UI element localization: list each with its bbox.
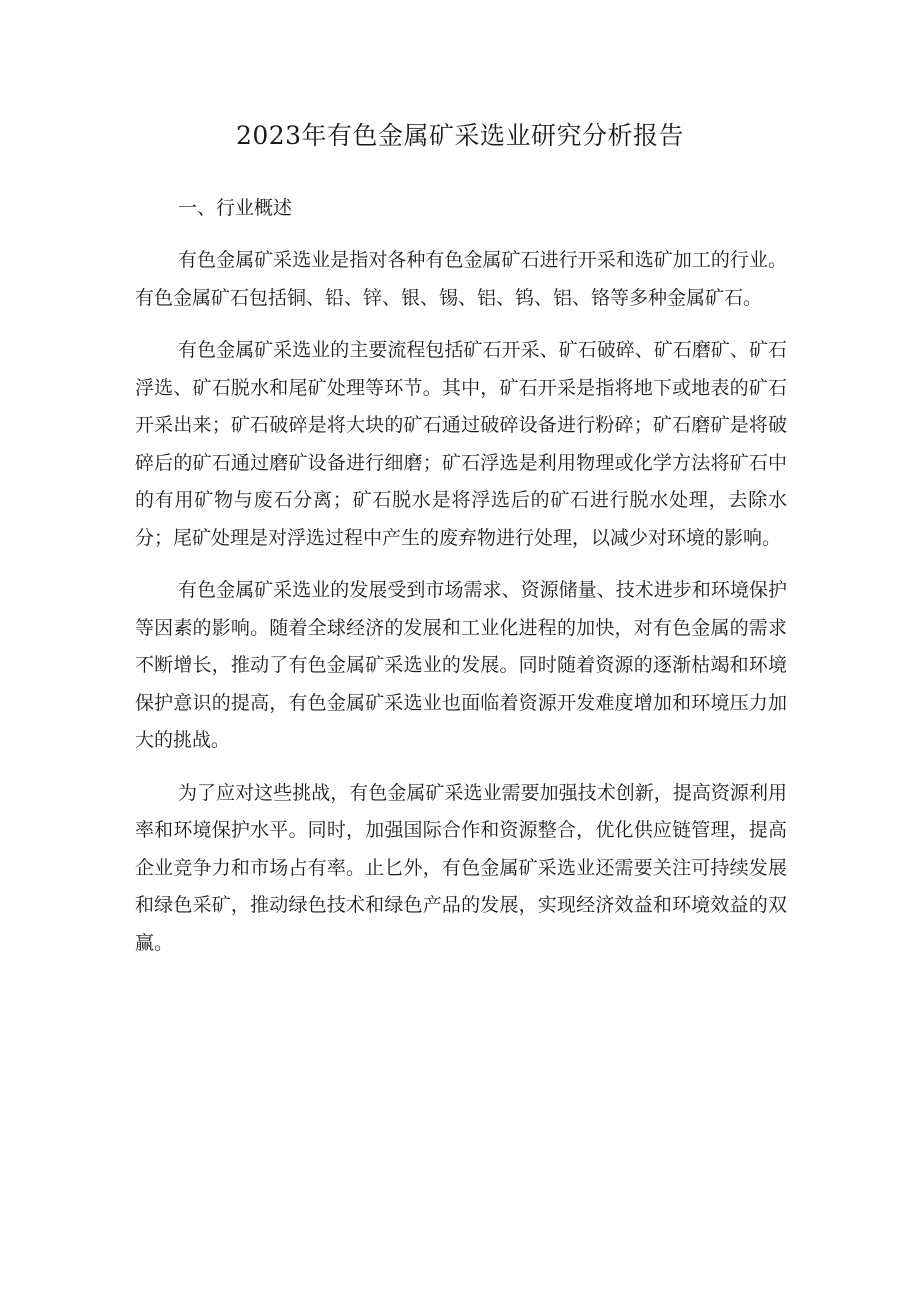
section-heading: 一、行业概述 (178, 197, 293, 219)
paragraph-challenges: 为了应对这些挑战，有色金属矿采选业需要加强技术创新，提高资源利用率和环境保护水平。同时，加强国际合作和资源整合，优化供应链管理，提高企业竞争力和市场占有率。止匕外，有色金属矿采选业还需要关注可持续发展和绿色采矿，推动绿色技术和绿色产品的发展，实现经济效益和环境效益的双赢。 (135, 781, 787, 954)
paragraph-development: 有色金属矿采选业的发展受到市场需求、资源储量、技术进步和环境保护等因素的影响。随着全球经济的发展和工业化进程的加快，对有色金属的需求不断增长，推动了有色金属矿采选业的发展。同时随着资源的逐渐枯竭和环境保护意识的提高，有色金属矿采选业也面临着资源开发难度增加和环境压力加大的挑战。 (135, 579, 787, 751)
document-body (135, 190, 787, 962)
document-title: 2023年有色金属矿采选业研究分析报告 (235, 121, 685, 150)
paragraph-process: 有色金属矿采选业的主要流程包括矿石开采、矿石破碎、矿石磨矿、矿石浮选、矿石脱水和尾矿处理等环节。其中，矿石开采是指将地下或地表的矿石开采出来；矿石破碎是将大块的矿石通过破碎设备进行粉碎；矿石磨矿是将破碎后的矿石通过磨矿设备进行细磨；矿石浮选是利用物理或化学方法将矿石中的有用矿物与废石分离；矿石脱水是将浮选后的矿石进行脱水处理，去除水分；尾矿处理是对浮选过程中产生的废弃物进行处理，以减少对环境的影响。 (135, 339, 787, 549)
paragraph-definition: 有色金属矿采选业是指对各种有色金属矿石进行开采和选矿加工的行业。有色金属矿石包括铜、铅、锌、银、锡、铝、钨、铝、铬等多种金属矿石。 (135, 249, 787, 309)
